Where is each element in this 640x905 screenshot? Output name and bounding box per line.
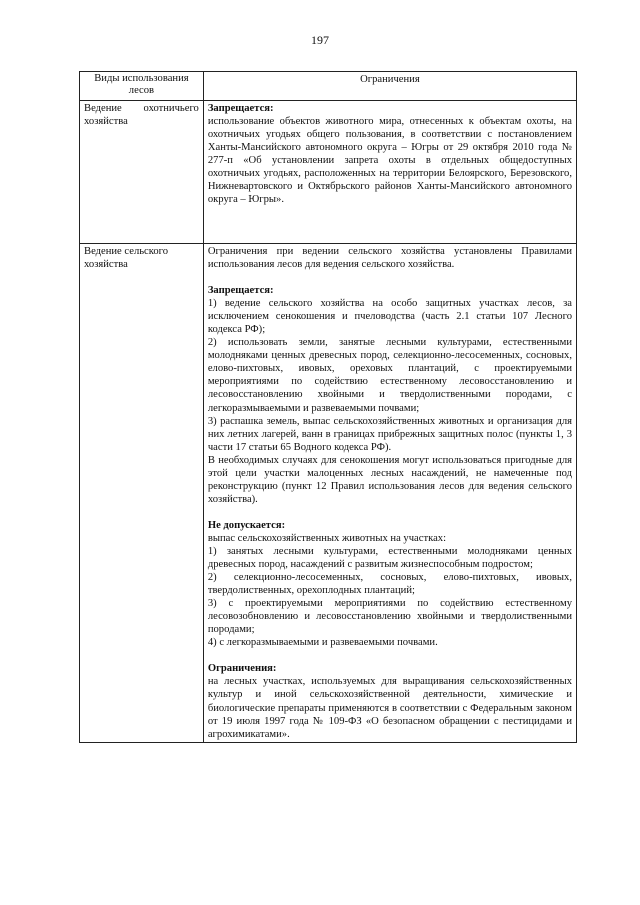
list-item: 1) занятых лесными культурами, естественными молодняками ценных древесных пород, насаждений с развитым жизнеспособным подростом; xyxy=(207,545,572,571)
prohibited-heading: Запрещается: xyxy=(207,285,274,297)
header-forest-use-types: Виды использования лесов xyxy=(80,72,204,101)
list-item: 2) использовать земли, занятые лесными культурами, естественными молодняками ценных древесных пород, селекционно-лесосеменных, сосновых, елово-пихтовых, ивовых, ореховых плантаций, с проектируемыми мероприятиями по содействию естественному лесовосстановлению и лесовосстановлению хвойными и твердолиственными породами, с легкоразмываемыми и развеваемыми почвами; xyxy=(207,337,572,414)
prohibited-heading: Запрещается: xyxy=(207,103,274,114)
page-number: 197 xyxy=(311,33,329,47)
restriction-text: использование объектов животного мира, отнесенных к объектам охоты, на охотничьих угодьях общего пользования, в соответствии с постановлением Ханты-Мансийского автономного округа – Югры от 29 октября 2010 года № 277-п «Об установлении запрета охоты в отдельных общедоступных охотничьих угодьях, расположенных на территории Белоярского, Березовского, Нижневартовского и Октябрьского районов Ханты-Мансийского автономного округа – Югры». xyxy=(207,116,572,206)
not-allowed-intro: выпас сельскохозяйственных животных на участках: xyxy=(207,532,447,544)
header-restrictions: Ограничения xyxy=(203,72,576,101)
restriction-text: на лесных участках, используемых для выращивания сельскохозяйственных культур и иной сельскохозяйственной деятельности, химические и биологические препараты применяются в соответствии с Федеральным законом от 19 июля 1997 года № 109-ФЗ «О безопасном обращении с пестицидами и агрохимикатами». xyxy=(207,676,572,740)
list-item: 3) распашка земель, выпас сельскохозяйственных животных и организация для них летних лагерей, ванн в границах прибрежных защитных полос (пункты 1, 3 части 17 статьи 65 Водного кодекса РФ). xyxy=(207,415,572,453)
forest-use-type: Ведение сельского хозяйства xyxy=(84,246,169,271)
list-item: 3) с проектируемыми мероприятиями по содействию естественному лесовозобновлению и лесовосстановлению хвойными и твердолиственными породами; xyxy=(207,598,572,636)
intro-text: Ограничения при ведении сельского хозяйства установлены Правилами использования лесов для ведения сельского хозяйства. xyxy=(207,246,572,271)
table-row xyxy=(80,101,577,244)
restrictions-table xyxy=(79,71,577,743)
not-allowed-heading: Не допускается: xyxy=(207,519,286,531)
restrictions-heading: Ограничения: xyxy=(207,663,277,675)
table-header-row xyxy=(80,72,577,101)
list-item: 4) с легкоразмываемыми и развеваемыми почвами. xyxy=(207,637,438,649)
list-item: 1) ведение сельского хозяйства на особо защитных участках лесов, за исключением сенокошения и пчеловодства (часть 2.1 статьи 107 Лесного кодекса РФ); xyxy=(207,298,572,336)
table-row xyxy=(80,244,577,743)
list-item: В необходимых случаях для сенокошения могут использоваться пригодные для этой цели участки малоценных лесных насаждений, не намеченные под реконструкцию (пункт 12 Правил использования лесов для ведения сельского хозяйства). xyxy=(207,454,572,505)
forest-use-type: Ведение охотничьего хозяйства xyxy=(84,103,199,128)
list-item: 2) селекционно-лесосеменных, сосновых, елово-пихтовых, ивовых, твердолиственных, орехоплодных плантаций; xyxy=(207,572,572,597)
